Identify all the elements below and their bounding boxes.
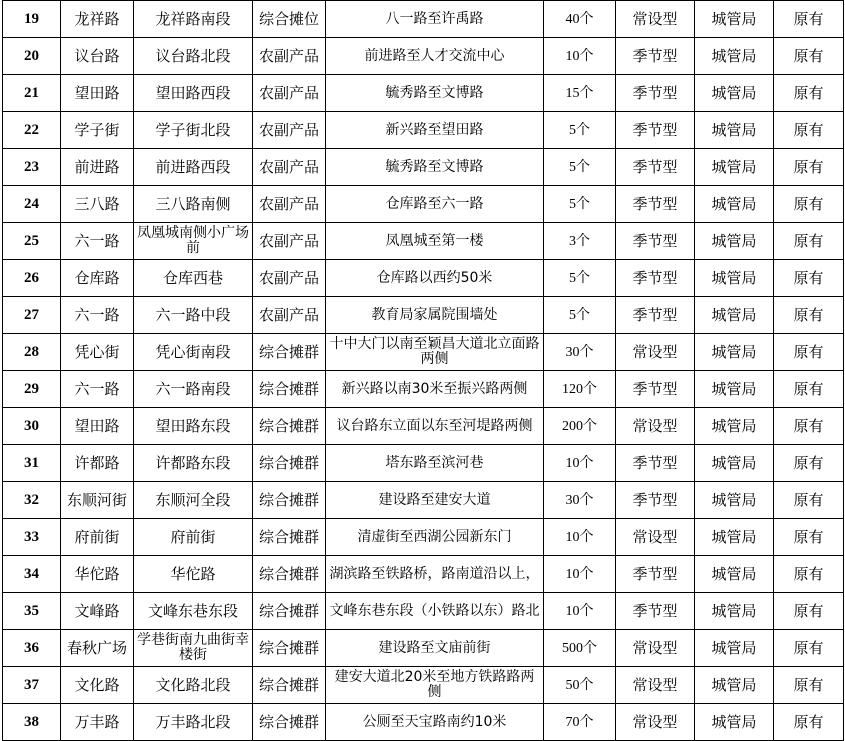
location-range-cell: 公厕至天宝路南约10米 xyxy=(326,704,544,741)
road-section-cell: 凭心街南段 xyxy=(134,334,253,371)
location-range-cell: 建设路至文庙前街 xyxy=(326,630,544,667)
road-section-cell: 凤凰城南侧小广场前 xyxy=(134,223,253,260)
road-name-cell: 议台路 xyxy=(61,38,134,75)
stall-count-cell: 5个 xyxy=(544,112,616,149)
road-section-cell: 文峰东巷东段 xyxy=(134,593,253,630)
road-section-cell: 龙祥路南段 xyxy=(134,1,253,38)
status-cell: 原有 xyxy=(774,408,844,445)
row-number-cell: 27 xyxy=(3,297,61,334)
table-row xyxy=(3,556,844,593)
stall-type-cell: 农副产品 xyxy=(253,186,326,223)
table-row xyxy=(3,445,844,482)
table-row xyxy=(3,1,844,38)
status-cell: 原有 xyxy=(774,38,844,75)
stall-type-cell: 农副产品 xyxy=(253,149,326,186)
table-row xyxy=(3,334,844,371)
stall-count-cell: 70个 xyxy=(544,704,616,741)
stall-nature-cell: 常设型 xyxy=(616,408,695,445)
stall-nature-cell: 季节型 xyxy=(616,482,695,519)
stall-type-cell: 综合摊群 xyxy=(253,630,326,667)
road-section-cell: 六一路南段 xyxy=(134,371,253,408)
location-range-cell: 新兴路以南30米至振兴路两侧 xyxy=(326,371,544,408)
stall-count-cell: 3个 xyxy=(544,223,616,260)
table-row xyxy=(3,704,844,741)
stall-count-cell: 5个 xyxy=(544,149,616,186)
table-row xyxy=(3,149,844,186)
row-number-cell: 32 xyxy=(3,482,61,519)
stall-count-cell: 50个 xyxy=(544,667,616,704)
road-section-cell: 学巷街南九曲街幸楼街 xyxy=(134,630,253,667)
stall-type-cell: 农副产品 xyxy=(253,38,326,75)
stall-type-cell: 综合摊位 xyxy=(253,1,326,38)
table-row xyxy=(3,38,844,75)
row-number-cell: 26 xyxy=(3,260,61,297)
road-name-cell: 龙祥路 xyxy=(61,1,134,38)
table-row xyxy=(3,482,844,519)
stall-nature-cell: 季节型 xyxy=(616,38,695,75)
managing-dept-cell: 城管局 xyxy=(695,408,774,445)
stall-type-cell: 农副产品 xyxy=(253,75,326,112)
status-cell: 原有 xyxy=(774,1,844,38)
row-number-cell: 37 xyxy=(3,667,61,704)
location-range-cell: 新兴路至望田路 xyxy=(326,112,544,149)
status-cell: 原有 xyxy=(774,482,844,519)
location-range-cell: 清虚街至西湖公园新东门 xyxy=(326,519,544,556)
stall-nature-cell: 常设型 xyxy=(616,519,695,556)
status-cell: 原有 xyxy=(774,297,844,334)
stall-nature-cell: 季节型 xyxy=(616,445,695,482)
road-section-cell: 议台路北段 xyxy=(134,38,253,75)
road-name-cell: 六一路 xyxy=(61,223,134,260)
road-name-cell: 仓库路 xyxy=(61,260,134,297)
road-name-cell: 望田路 xyxy=(61,75,134,112)
stall-nature-cell: 季节型 xyxy=(616,75,695,112)
location-range-cell: 十中大门以南至颖昌大道北立面路两侧 xyxy=(326,334,544,371)
managing-dept-cell: 城管局 xyxy=(695,482,774,519)
table-row xyxy=(3,371,844,408)
status-cell: 原有 xyxy=(774,593,844,630)
table-row xyxy=(3,408,844,445)
row-number-cell: 38 xyxy=(3,704,61,741)
road-name-cell: 东顺河街 xyxy=(61,482,134,519)
table-row xyxy=(3,667,844,704)
status-cell: 原有 xyxy=(774,704,844,741)
stall-count-cell: 120个 xyxy=(544,371,616,408)
location-range-cell: 凤凰城至第一楼 xyxy=(326,223,544,260)
managing-dept-cell: 城管局 xyxy=(695,519,774,556)
row-number-cell: 30 xyxy=(3,408,61,445)
managing-dept-cell: 城管局 xyxy=(695,445,774,482)
stall-type-cell: 综合摊群 xyxy=(253,519,326,556)
road-name-cell: 六一路 xyxy=(61,371,134,408)
location-range-cell: 建设路至建安大道 xyxy=(326,482,544,519)
table-row xyxy=(3,75,844,112)
road-name-cell: 万丰路 xyxy=(61,704,134,741)
managing-dept-cell: 城管局 xyxy=(695,297,774,334)
status-cell: 原有 xyxy=(774,630,844,667)
stall-type-cell: 农副产品 xyxy=(253,112,326,149)
stall-count-cell: 30个 xyxy=(544,482,616,519)
road-section-cell: 学子街北段 xyxy=(134,112,253,149)
stall-nature-cell: 常设型 xyxy=(616,704,695,741)
managing-dept-cell: 城管局 xyxy=(695,260,774,297)
stall-nature-cell: 季节型 xyxy=(616,186,695,223)
row-number-cell: 33 xyxy=(3,519,61,556)
stall-count-cell: 5个 xyxy=(544,260,616,297)
table-row xyxy=(3,630,844,667)
location-range-cell: 前进路至人才交流中心 xyxy=(326,38,544,75)
stall-type-cell: 综合摊群 xyxy=(253,704,326,741)
stall-type-cell: 综合摊群 xyxy=(253,593,326,630)
road-section-cell: 华佗路 xyxy=(134,556,253,593)
row-number-cell: 21 xyxy=(3,75,61,112)
stall-count-cell: 200个 xyxy=(544,408,616,445)
managing-dept-cell: 城管局 xyxy=(695,223,774,260)
stall-nature-cell: 季节型 xyxy=(616,297,695,334)
stall-count-cell: 10个 xyxy=(544,38,616,75)
location-range-cell: 建安大道北20米至地方铁路路两侧 xyxy=(326,667,544,704)
managing-dept-cell: 城管局 xyxy=(695,667,774,704)
stall-type-cell: 农副产品 xyxy=(253,297,326,334)
road-section-cell: 三八路南侧 xyxy=(134,186,253,223)
stall-nature-cell: 季节型 xyxy=(616,593,695,630)
managing-dept-cell: 城管局 xyxy=(695,593,774,630)
road-name-cell: 凭心街 xyxy=(61,334,134,371)
row-number-cell: 31 xyxy=(3,445,61,482)
row-number-cell: 22 xyxy=(3,112,61,149)
location-range-cell: 仓库路以西约50米 xyxy=(326,260,544,297)
stall-type-cell: 综合摊群 xyxy=(253,667,326,704)
stall-nature-cell: 季节型 xyxy=(616,260,695,297)
managing-dept-cell: 城管局 xyxy=(695,371,774,408)
status-cell: 原有 xyxy=(774,149,844,186)
managing-dept-cell: 城管局 xyxy=(695,38,774,75)
row-number-cell: 25 xyxy=(3,223,61,260)
road-section-cell: 仓库西巷 xyxy=(134,260,253,297)
table-row xyxy=(3,186,844,223)
location-range-cell: 八一路至许禹路 xyxy=(326,1,544,38)
table-row xyxy=(3,593,844,630)
managing-dept-cell: 城管局 xyxy=(695,149,774,186)
stall-count-cell: 30个 xyxy=(544,334,616,371)
stall-count-cell: 5个 xyxy=(544,186,616,223)
stall-nature-cell: 常设型 xyxy=(616,1,695,38)
stall-nature-cell: 常设型 xyxy=(616,334,695,371)
row-number-cell: 35 xyxy=(3,593,61,630)
location-range-cell: 议台路东立面以东至河堤路两侧 xyxy=(326,408,544,445)
road-name-cell: 三八路 xyxy=(61,186,134,223)
location-range-cell: 湖滨路至铁路桥，路南道沿以上， xyxy=(326,556,544,593)
road-section-cell: 前进路西段 xyxy=(134,149,253,186)
market-table xyxy=(2,0,844,741)
status-cell: 原有 xyxy=(774,260,844,297)
managing-dept-cell: 城管局 xyxy=(695,630,774,667)
location-range-cell: 毓秀路至文博路 xyxy=(326,149,544,186)
stall-type-cell: 综合摊群 xyxy=(253,556,326,593)
road-name-cell: 春秋广场 xyxy=(61,630,134,667)
road-section-cell: 六一路中段 xyxy=(134,297,253,334)
road-section-cell: 东顺河全段 xyxy=(134,482,253,519)
table-row xyxy=(3,260,844,297)
road-name-cell: 许都路 xyxy=(61,445,134,482)
road-section-cell: 许都路东段 xyxy=(134,445,253,482)
stall-type-cell: 农副产品 xyxy=(253,223,326,260)
table-row xyxy=(3,297,844,334)
row-number-cell: 29 xyxy=(3,371,61,408)
location-range-cell: 教育局家属院围墙处 xyxy=(326,297,544,334)
row-number-cell: 36 xyxy=(3,630,61,667)
status-cell: 原有 xyxy=(774,334,844,371)
road-name-cell: 前进路 xyxy=(61,149,134,186)
managing-dept-cell: 城管局 xyxy=(695,112,774,149)
location-range-cell: 仓库路至六一路 xyxy=(326,186,544,223)
location-range-cell: 塔东路至滨河巷 xyxy=(326,445,544,482)
road-name-cell: 文化路 xyxy=(61,667,134,704)
status-cell: 原有 xyxy=(774,445,844,482)
road-section-cell: 望田路西段 xyxy=(134,75,253,112)
status-cell: 原有 xyxy=(774,556,844,593)
stall-nature-cell: 季节型 xyxy=(616,149,695,186)
road-name-cell: 六一路 xyxy=(61,297,134,334)
stall-count-cell: 15个 xyxy=(544,75,616,112)
location-range-cell: 毓秀路至文博路 xyxy=(326,75,544,112)
stall-count-cell: 10个 xyxy=(544,445,616,482)
stall-nature-cell: 常设型 xyxy=(616,667,695,704)
road-section-cell: 文化路北段 xyxy=(134,667,253,704)
location-range-cell: 文峰东巷东段（小铁路以东）路北 xyxy=(326,593,544,630)
status-cell: 原有 xyxy=(774,75,844,112)
road-section-cell: 望田路东段 xyxy=(134,408,253,445)
stall-type-cell: 综合摊群 xyxy=(253,482,326,519)
stall-type-cell: 综合摊群 xyxy=(253,445,326,482)
managing-dept-cell: 城管局 xyxy=(695,186,774,223)
road-section-cell: 府前街 xyxy=(134,519,253,556)
stall-count-cell: 5个 xyxy=(544,297,616,334)
road-name-cell: 望田路 xyxy=(61,408,134,445)
stall-type-cell: 综合摊群 xyxy=(253,334,326,371)
status-cell: 原有 xyxy=(774,223,844,260)
stall-nature-cell: 季节型 xyxy=(616,371,695,408)
table-body xyxy=(3,1,844,741)
stall-count-cell: 10个 xyxy=(544,556,616,593)
row-number-cell: 34 xyxy=(3,556,61,593)
managing-dept-cell: 城管局 xyxy=(695,704,774,741)
stall-count-cell: 10个 xyxy=(544,593,616,630)
road-name-cell: 府前街 xyxy=(61,519,134,556)
row-number-cell: 20 xyxy=(3,38,61,75)
stall-count-cell: 500个 xyxy=(544,630,616,667)
status-cell: 原有 xyxy=(774,519,844,556)
stall-type-cell: 农副产品 xyxy=(253,260,326,297)
stall-nature-cell: 季节型 xyxy=(616,223,695,260)
road-name-cell: 文峰路 xyxy=(61,593,134,630)
table-row xyxy=(3,223,844,260)
status-cell: 原有 xyxy=(774,112,844,149)
row-number-cell: 28 xyxy=(3,334,61,371)
status-cell: 原有 xyxy=(774,371,844,408)
road-name-cell: 华佗路 xyxy=(61,556,134,593)
table-row xyxy=(3,519,844,556)
road-section-cell: 万丰路北段 xyxy=(134,704,253,741)
table-row xyxy=(3,112,844,149)
stall-type-cell: 综合摊群 xyxy=(253,408,326,445)
row-number-cell: 24 xyxy=(3,186,61,223)
road-name-cell: 学子街 xyxy=(61,112,134,149)
status-cell: 原有 xyxy=(774,667,844,704)
stall-nature-cell: 常设型 xyxy=(616,630,695,667)
stall-nature-cell: 季节型 xyxy=(616,556,695,593)
managing-dept-cell: 城管局 xyxy=(695,334,774,371)
managing-dept-cell: 城管局 xyxy=(695,1,774,38)
stall-type-cell: 综合摊群 xyxy=(253,371,326,408)
stall-count-cell: 10个 xyxy=(544,519,616,556)
status-cell: 原有 xyxy=(774,186,844,223)
managing-dept-cell: 城管局 xyxy=(695,75,774,112)
managing-dept-cell: 城管局 xyxy=(695,556,774,593)
row-number-cell: 19 xyxy=(3,1,61,38)
stall-count-cell: 40个 xyxy=(544,1,616,38)
row-number-cell: 23 xyxy=(3,149,61,186)
stall-nature-cell: 季节型 xyxy=(616,112,695,149)
